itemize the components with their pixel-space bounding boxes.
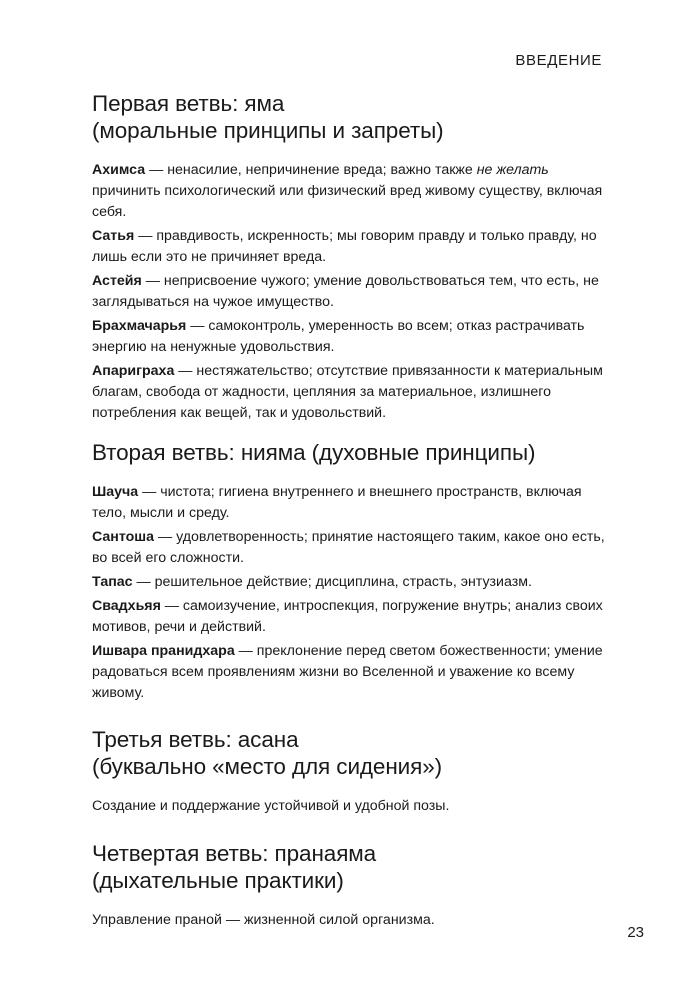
entry-text: — правдивость, искренность; мы говорим правду и только правду, но лишь если это не причиняет вреда.: [92, 228, 597, 265]
entry-aparigraha: [92, 361, 612, 424]
entry-svadhyaya: [92, 596, 612, 638]
entry-term: Астейя: [92, 273, 142, 289]
entry-term: Шауча: [92, 484, 139, 500]
section-body: Управление праной — жизненной силой организма.: [92, 912, 435, 928]
entry-term: Ахимса: [92, 162, 146, 178]
section-heading: [92, 439, 612, 466]
heading-line-2: (дыхательные практики): [92, 868, 344, 893]
heading-line-1: Третья ветвь: асана: [92, 727, 299, 752]
entry-term: Тапас: [92, 574, 133, 590]
entry-shaucha: [92, 482, 612, 524]
section-heading: [92, 840, 612, 894]
entry-term: Сатья: [92, 228, 135, 244]
section-yama: [92, 90, 612, 427]
entry-text: — чистота; гигиена внутреннего и внешнего пространств, включая тело, мысли и среду.: [92, 484, 582, 521]
entry-text: — самоконтроль, умеренность во всем; отказ растрачивать энергию на ненужные удовольствия.: [92, 318, 585, 355]
heading-line-1: Первая ветвь: яма: [92, 91, 285, 116]
entry-term: Сантоша: [92, 529, 155, 545]
running-head: ВВЕДЕНИЕ: [515, 52, 602, 69]
entry-santosha: [92, 527, 612, 569]
entry-text: — преклонение перед светом божественности; умение радоваться всем проявлениям жизни во Вселенной и уважение ко всему живому.: [92, 643, 603, 701]
entry-text: — самоизучение, интроспекция, погружение внутрь; анализ своих мотивов, речи и действий.: [92, 598, 603, 635]
entry-tapas: [92, 572, 612, 593]
entry-ishvara: [92, 641, 612, 704]
entry-text: — удовлетворенность; принятие настоящего таким, какое оно есть, во всей его сложности.: [92, 529, 605, 566]
section-niyama: [92, 439, 612, 707]
entry-term: Брахмачарья: [92, 318, 187, 334]
entry-asteya: [92, 271, 612, 313]
entry-emphasis: не желать: [476, 162, 549, 178]
section-body: Создание и поддержание устойчивой и удобной позы.: [92, 798, 450, 814]
section-heading: [92, 90, 612, 144]
entry-text: причинить психологический или физический вред живому существу, включая себя.: [92, 183, 603, 220]
section-pranayama: [92, 840, 612, 931]
entry-term: Ишвара пранидхара: [92, 643, 235, 659]
entry-satya: [92, 226, 612, 268]
heading-line-2: (моральные принципы и запреты): [92, 118, 444, 143]
entry-term: Свадхьяя: [92, 598, 161, 614]
heading-line-2: (буквально «место для сидения»): [92, 754, 443, 779]
entry-text: — ненасилие, непричинение вреда; важно также: [145, 162, 477, 178]
entry-text: — нестяжательство; отсутствие привязанности к материальным благам, свобода от жадности, цепляния за материальное, излишнего потребления как вещей, так и удовольствий.: [92, 363, 603, 421]
entry-text: — неприсвоение чужого; умение довольствоваться тем, что есть, не заглядываться на чужое имущество.: [92, 273, 599, 310]
entry-brahmacharya: [92, 316, 612, 358]
section-asana: [92, 726, 612, 817]
heading-line-1: Четвертая ветвь: пранаяма: [92, 841, 377, 866]
entry-text: — решительное действие; дисциплина, страсть, энтузиазм.: [132, 574, 532, 590]
entry-ahimsa: [92, 160, 612, 223]
heading-line-1: Вторая ветвь: нияма (духовные принципы): [92, 440, 536, 465]
page-number: 23: [627, 924, 644, 941]
entry-term: Апариграха: [92, 363, 175, 379]
section-heading: [92, 726, 612, 780]
